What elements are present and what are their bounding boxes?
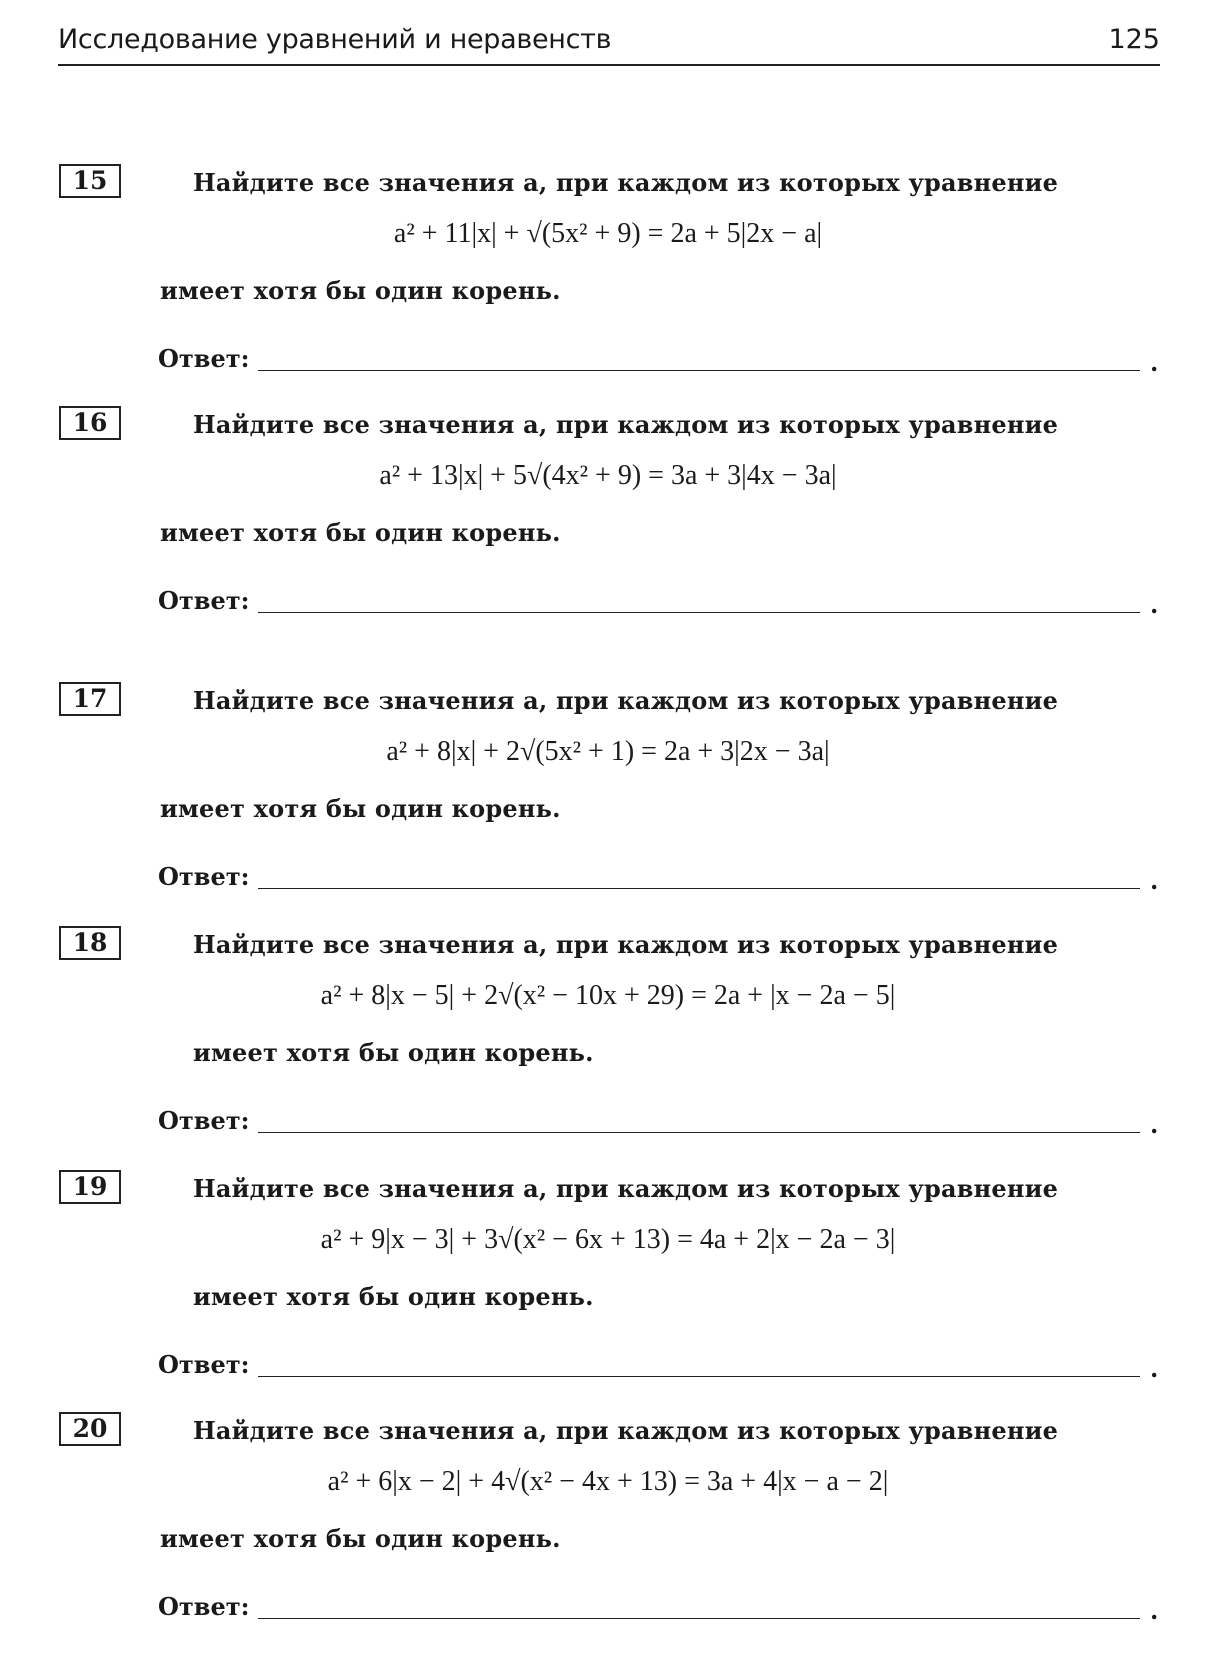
answer-label: Ответ:	[158, 586, 250, 615]
problem-equation: a² + 6|x − 2| + 4√(x² − 4x + 13) = 3a + 4|x − a − 2|	[327, 1466, 889, 1497]
answer-period: .	[1150, 866, 1159, 895]
problem-number: 16	[59, 406, 121, 440]
problem-number: 18	[59, 926, 121, 960]
problem-19	[0, 1170, 1216, 1410]
answer-period: .	[1150, 590, 1159, 619]
problem-intro: Найдите все значения a, при каждом из которых уравнение	[193, 930, 1059, 959]
problem-intro: Найдите все значения a, при каждом из которых уравнение	[193, 1174, 1059, 1203]
answer-period: .	[1150, 1110, 1159, 1139]
problem-15	[0, 164, 1216, 404]
problem-number: 19	[59, 1170, 121, 1204]
answer-field[interactable]	[258, 1618, 1140, 1619]
problem-20	[0, 1412, 1216, 1652]
answer-period: .	[1150, 1354, 1159, 1383]
problem-conclusion: имеет хотя бы один корень.	[160, 276, 561, 305]
problem-conclusion: имеет хотя бы один корень.	[193, 1282, 594, 1311]
page-number: 125	[1108, 24, 1160, 55]
problem-16	[0, 406, 1216, 646]
problem-conclusion: имеет хотя бы один корень.	[160, 1524, 561, 1553]
problem-intro: Найдите все значения a, при каждом из которых уравнение	[193, 410, 1059, 439]
answer-field[interactable]	[258, 888, 1140, 889]
problem-conclusion: имеет хотя бы один корень.	[160, 518, 561, 547]
problem-equation: a² + 13|x| + 5√(4x² + 9) = 3a + 3|4x − 3a|	[379, 460, 837, 491]
answer-field[interactable]	[258, 370, 1140, 371]
problem-intro: Найдите все значения a, при каждом из которых уравнение	[193, 1416, 1059, 1445]
problem-conclusion: имеет хотя бы один корень.	[193, 1038, 594, 1067]
problem-equation: a² + 11|x| + √(5x² + 9) = 2a + 5|2x − a|	[393, 218, 823, 249]
problem-intro: Найдите все значения a, при каждом из которых уравнение	[193, 168, 1059, 197]
answer-label: Ответ:	[158, 1106, 250, 1135]
answer-label: Ответ:	[158, 1350, 250, 1379]
problem-number: 20	[59, 1412, 121, 1446]
problem-equation: a² + 8|x − 5| + 2√(x² − 10x + 29) = 2a + |x − 2a − 5|	[320, 980, 896, 1011]
answer-label: Ответ:	[158, 1592, 250, 1621]
problem-conclusion: имеет хотя бы один корень.	[160, 794, 561, 823]
problem-17	[0, 682, 1216, 922]
answer-label: Ответ:	[158, 862, 250, 891]
problem-number: 17	[59, 682, 121, 716]
answer-field[interactable]	[258, 1376, 1140, 1377]
problem-number: 15	[59, 164, 121, 198]
answer-label: Ответ:	[158, 344, 250, 373]
answer-period: .	[1150, 348, 1159, 377]
problem-equation: a² + 8|x| + 2√(5x² + 1) = 2a + 3|2x − 3a|	[386, 736, 830, 767]
problem-18	[0, 926, 1216, 1166]
answer-period: .	[1150, 1596, 1159, 1625]
problem-intro: Найдите все значения a, при каждом из которых уравнение	[193, 686, 1059, 715]
problem-equation: a² + 9|x − 3| + 3√(x² − 6x + 13) = 4a + 2|x − 2a − 3|	[320, 1224, 896, 1255]
page-title: Исследование уравнений и неравенств	[58, 24, 612, 55]
answer-field[interactable]	[258, 612, 1140, 613]
answer-field[interactable]	[258, 1132, 1140, 1133]
page-header	[58, 22, 1160, 66]
